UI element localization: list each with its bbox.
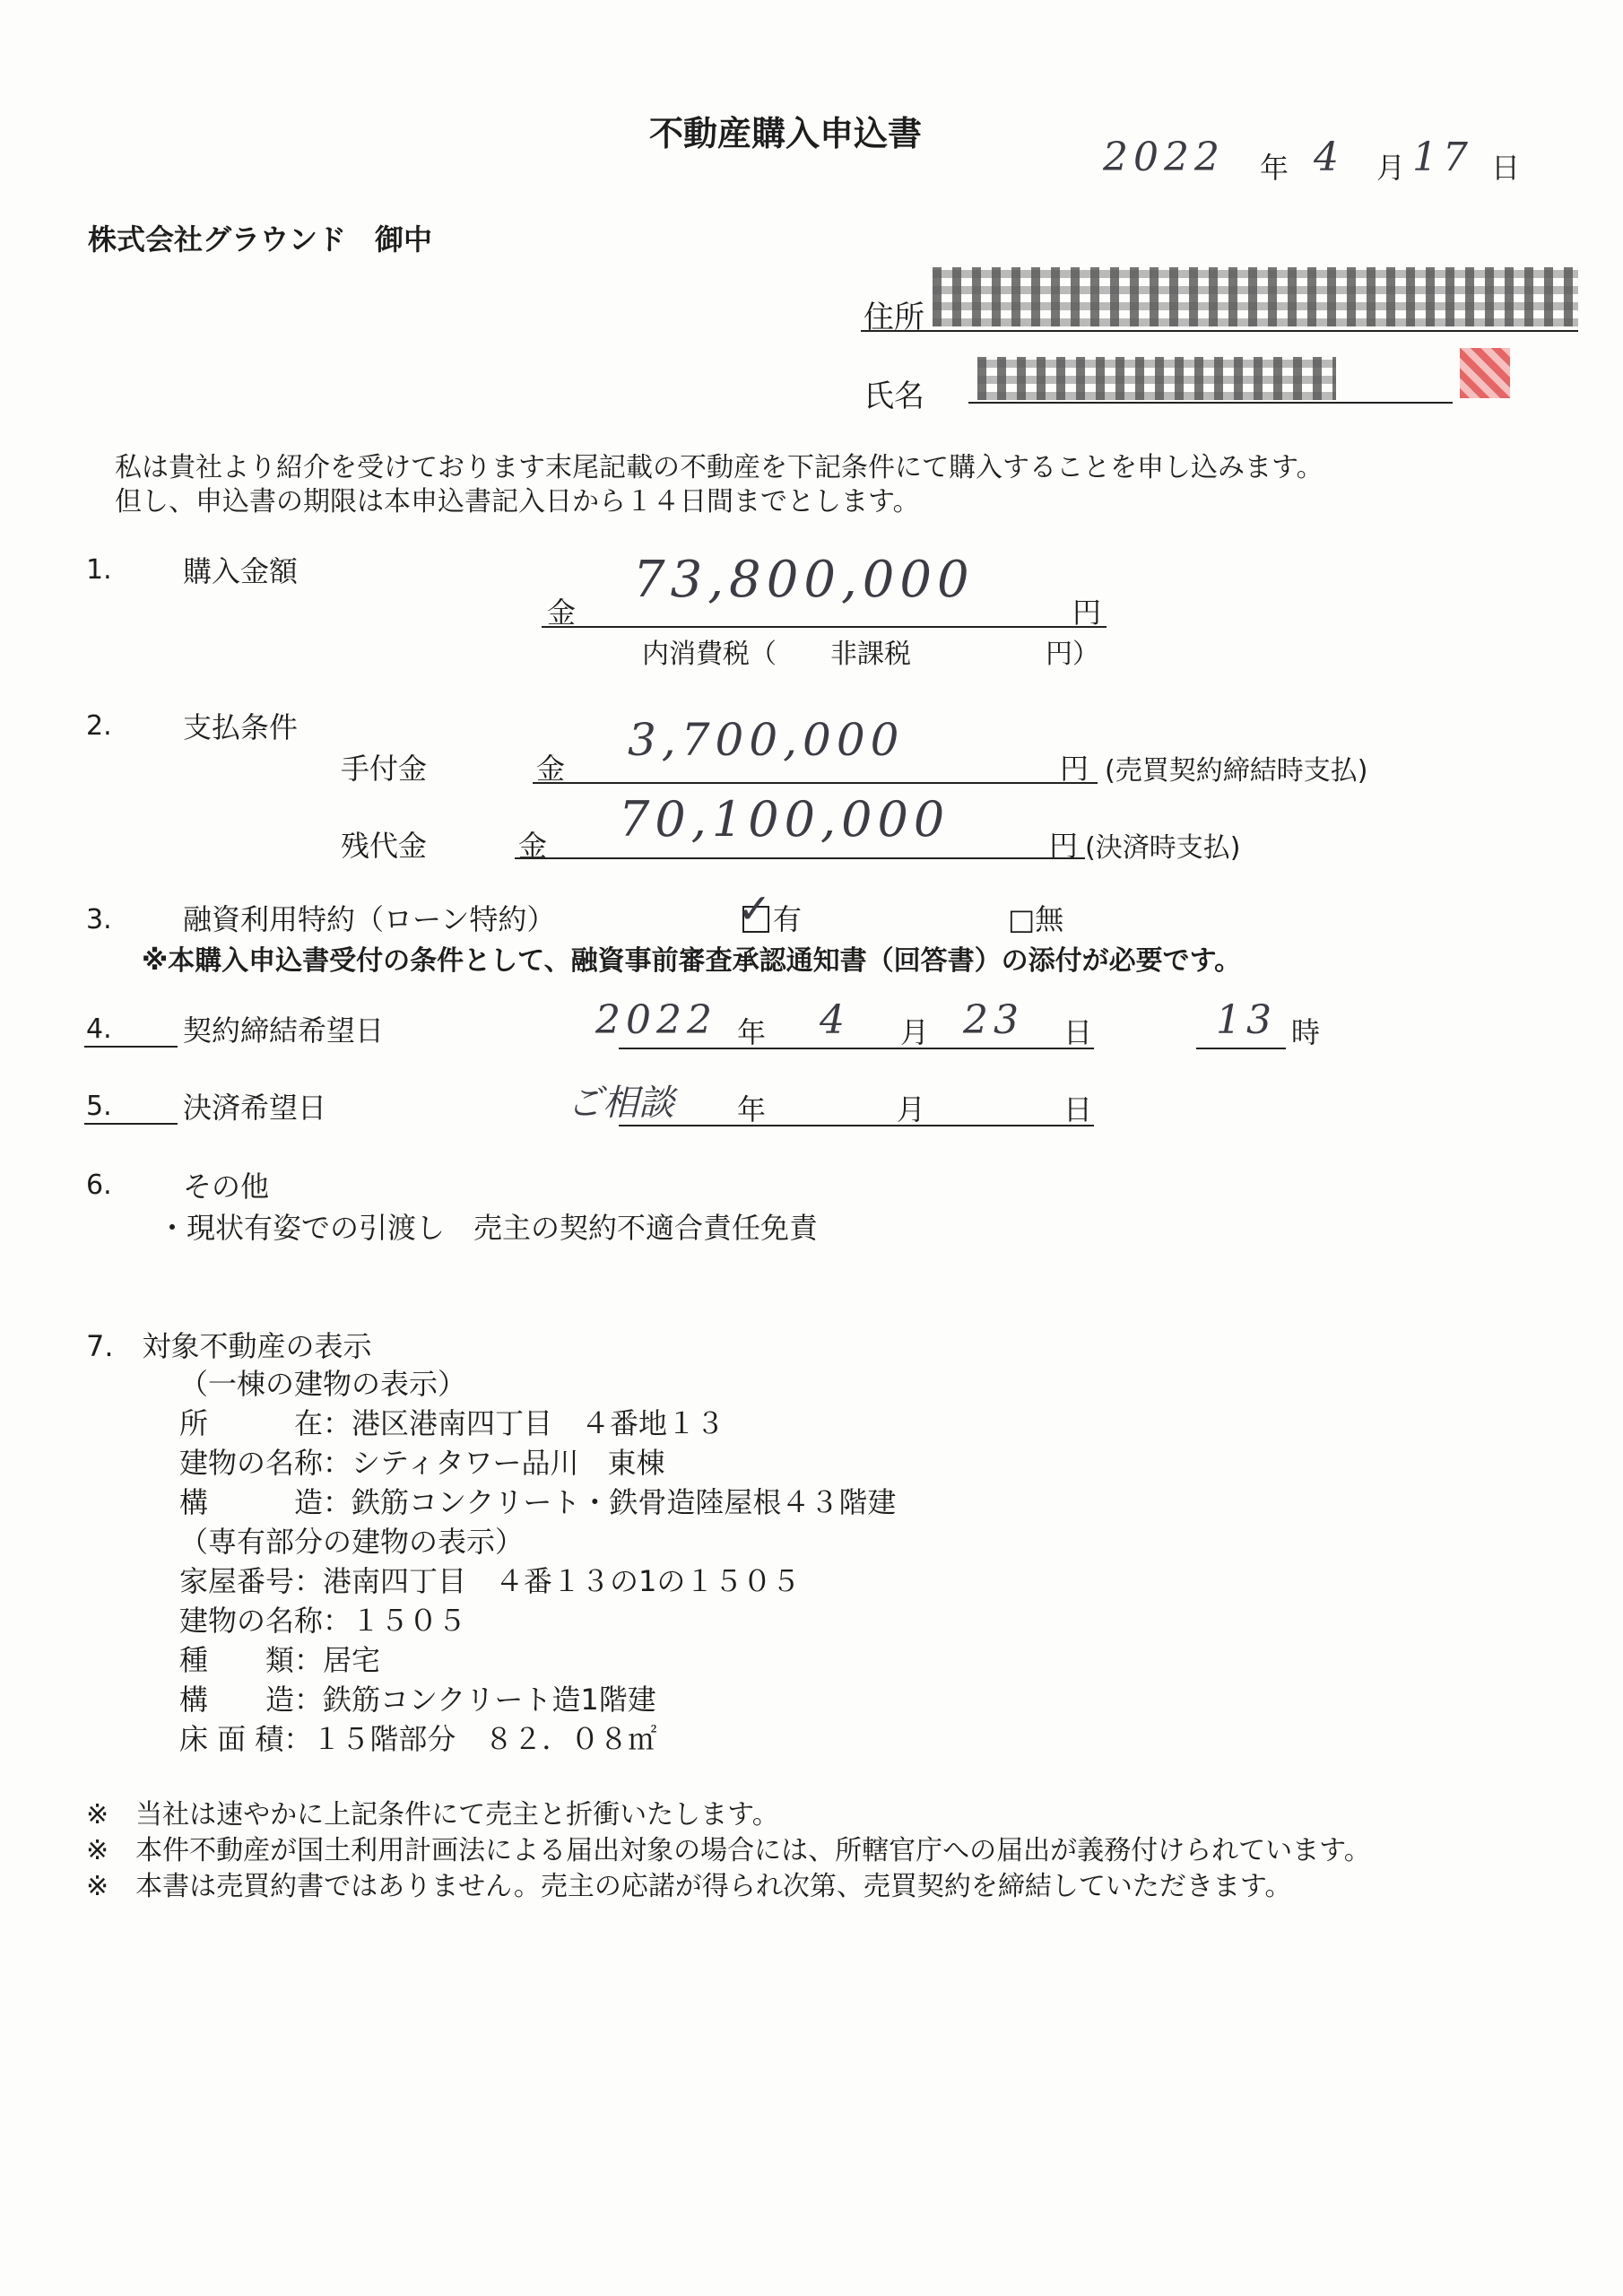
s4-month-unit: 月 <box>900 1015 930 1049</box>
s1-number: 1. <box>86 554 112 586</box>
s4-hour-underline <box>1196 1048 1286 1049</box>
name-label: 氏名 <box>864 378 924 414</box>
s7-line: （専有部分の建物の表示） <box>179 1525 525 1559</box>
s2-deposit-note: (売買契約締結時支払) <box>1105 755 1368 787</box>
s4-hour-unit: 時 <box>1291 1015 1321 1049</box>
footnote: ※ 本件不動産が国土利用計画法による届出対象の場合には、所轄官庁への届出が義務付けられています。 <box>86 1835 1371 1866</box>
s2-deposit-underline <box>533 782 1098 784</box>
s5-number: 5. <box>86 1091 112 1122</box>
form-title: 不動産購入申込書 <box>649 114 923 153</box>
intro-line-1: 私は貴社より紹介を受けております末尾記載の不動産を下記条件にて購入することを申し込みます。 <box>115 452 1324 483</box>
s4-day: 23 <box>963 997 1024 1043</box>
s4-year: 2022 <box>595 997 717 1043</box>
s3-note: ※本購入申込書受付の条件として、融資事前審査承認通知書（回答書）の添付が必要です。 <box>142 945 1242 977</box>
footnote: ※ 本書は売買約書ではありません。売主の応諾が得られ次第、売買契約を締結していただきます。 <box>86 1871 1292 1902</box>
s6-number: 6. <box>86 1170 112 1201</box>
s1-prefix: 金 <box>547 596 577 630</box>
s1-label: 購入金額 <box>183 554 299 588</box>
s7-line: 建物の名称：１５０５ <box>179 1604 467 1638</box>
s7-line: 構 造：鉄筋コンクリート造1階建 <box>179 1683 656 1717</box>
s7-heading: 7. 対象不動産の表示 <box>86 1329 372 1363</box>
s2-number: 2. <box>86 710 112 742</box>
date-day: 17 <box>1412 135 1473 180</box>
s6-item: ・現状有姿での引渡し 売主の契約不適合責任免責 <box>158 1211 819 1245</box>
address-label: 住所 <box>864 300 924 335</box>
s5-number-underline <box>84 1123 178 1125</box>
s4-date-underline <box>619 1048 1094 1049</box>
s7-line: 家屋番号：港南四丁目 ４番１３の1の１５０５ <box>179 1564 801 1598</box>
s2-deposit-amount: 3,700,000 <box>628 714 905 766</box>
s5-label: 決済希望日 <box>183 1091 327 1125</box>
s4-number: 4. <box>86 1013 112 1045</box>
intro-line-2: 但し、申込書の期限は本申込書記入日から１４日間までとします。 <box>115 486 920 517</box>
redacted-name <box>977 357 1336 400</box>
s1-tax-note: 内消費税（ 非課税 円） <box>642 639 1099 670</box>
s5-month-unit: 月 <box>897 1092 926 1126</box>
s5-day-unit: 日 <box>1063 1092 1093 1126</box>
s7-line: （一棟の建物の表示） <box>179 1367 467 1401</box>
s7-line: 建物の名称：シティタワー品川 東棟 <box>179 1446 665 1480</box>
s2-balance-label: 残代金 <box>341 829 428 863</box>
s4-year-unit: 年 <box>737 1015 767 1049</box>
s7-line: 構 造：鉄筋コンクリート・鉄骨造陸屋根４３階建 <box>179 1485 897 1519</box>
s1-amount: 73,800,000 <box>633 551 975 609</box>
s2-balance-note: (決済時支払) <box>1085 832 1241 864</box>
s5-handwritten-note: ご相談 <box>567 1083 674 1124</box>
s6-label: その他 <box>183 1170 270 1204</box>
addressee: 株式会社グラウンド 御中 <box>88 222 433 257</box>
s3-label: 融資利用特約（ローン特約） <box>183 902 556 936</box>
s7-line: 種 類：居宅 <box>179 1643 381 1677</box>
s4-label: 契約締結希望日 <box>183 1013 385 1048</box>
s2-balance-prefix: 金 <box>518 829 548 863</box>
date-year: 2022 <box>1103 135 1225 180</box>
loan-yes-checkbox[interactable] <box>737 884 772 933</box>
s1-underline <box>542 626 1107 628</box>
s5-year-unit: 年 <box>737 1092 767 1126</box>
redacted-address <box>933 267 1578 326</box>
s4-month: 4 <box>820 997 850 1043</box>
name-underline <box>968 402 1453 404</box>
s2-deposit-suffix: 円 <box>1060 752 1089 786</box>
s4-day-unit: 日 <box>1063 1015 1093 1049</box>
s4-hour: 13 <box>1216 997 1277 1043</box>
s1-suffix: 円 <box>1072 596 1102 630</box>
date-month: 4 <box>1314 135 1344 180</box>
address-underline <box>861 330 1578 332</box>
s2-balance-underline <box>515 857 1085 859</box>
s4-number-underline <box>84 1046 178 1048</box>
s2-balance-amount: 70,100,000 <box>619 791 950 848</box>
date-month-unit: 月 <box>1376 151 1406 185</box>
footnote: ※ 当社は速やかに上記条件にて売主と折衝いたします。 <box>86 1799 779 1831</box>
s2-deposit-prefix: 金 <box>536 752 566 786</box>
s5-date-underline <box>619 1125 1094 1126</box>
s2-label: 支払条件 <box>183 710 299 744</box>
s7-line: 床 面 積：１５階部分 ８２．０８㎡ <box>179 1722 657 1756</box>
s3-yes-option[interactable] <box>737 884 803 938</box>
s2-balance-suffix: 円 <box>1049 829 1079 863</box>
date-year-unit: 年 <box>1260 151 1289 185</box>
personal-seal <box>1460 348 1510 398</box>
s3-no-option[interactable]: □無 <box>1008 902 1064 936</box>
s3-number: 3. <box>86 904 112 935</box>
s3-yes-label: 有 <box>773 902 803 936</box>
s2-deposit-label: 手付金 <box>341 752 428 786</box>
date-day-unit: 日 <box>1491 151 1521 185</box>
s7-line: 所 在：港区港南四丁目 ４番地１３ <box>179 1406 725 1440</box>
checkmark-icon: ✓ <box>737 884 772 933</box>
